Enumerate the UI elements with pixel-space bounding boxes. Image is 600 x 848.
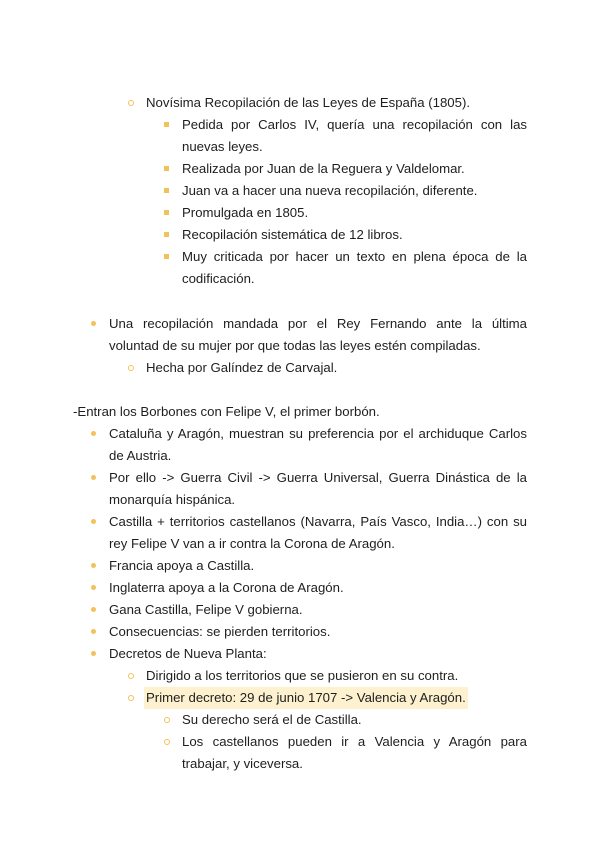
- list-item: Cataluña y Aragón, muestran su preferencia por el archiduque Carlos: [109, 426, 527, 441]
- circle-bullet-icon: [164, 739, 170, 745]
- list-item: Muy criticada por hacer un texto en plena época de la: [182, 249, 527, 264]
- list-item: Hecha por Galíndez de Carvajal.: [146, 360, 338, 375]
- circle-bullet-icon: [128, 365, 134, 371]
- square-bullet-icon: [164, 232, 169, 237]
- list-item-continuation: rey Felipe V van a ir contra la Corona de Aragón.: [109, 536, 395, 551]
- disc-bullet-icon: [91, 475, 96, 480]
- list-item: Castilla + territorios castellanos (Navarra, País Vasco, India…) con su: [109, 514, 527, 529]
- square-bullet-icon: [164, 188, 169, 193]
- square-bullet-icon: [164, 210, 169, 215]
- list-item: Consecuencias: se pierden territorios.: [109, 624, 331, 639]
- disc-bullet-icon: [91, 519, 96, 524]
- list-item: Los castellanos pueden ir a Valencia y Aragón para: [182, 734, 527, 749]
- list-item: Una recopilación mandada por el Rey Fernando ante la última: [109, 316, 527, 331]
- square-bullet-icon: [164, 254, 169, 259]
- disc-bullet-icon: [91, 563, 96, 568]
- circle-bullet-icon: [128, 673, 134, 679]
- list-item: Su derecho será el de Castilla.: [182, 712, 362, 727]
- list-item: Recopilación sistemática de 12 libros.: [182, 227, 403, 242]
- list-item: Decretos de Nueva Planta:: [109, 646, 267, 661]
- list-item: Promulgada en 1805.: [182, 205, 309, 220]
- list-item: Juan va a hacer una nueva recopilación, diferente.: [182, 183, 478, 198]
- list-item: Realizada por Juan de la Reguera y Valdelomar.: [182, 161, 465, 176]
- list-item: Inglaterra apoya a la Corona de Aragón.: [109, 580, 344, 595]
- square-bullet-icon: [164, 166, 169, 171]
- circle-bullet-icon: [128, 695, 134, 701]
- highlighted-list-item: Primer decreto: 29 de junio 1707 -> Valencia y Aragón.: [144, 687, 468, 709]
- list-item: Francia apoya a Castilla.: [109, 558, 255, 573]
- square-bullet-icon: [164, 122, 169, 127]
- list-item: Gana Castilla, Felipe V gobierna.: [109, 602, 303, 617]
- list-item: Dirigido a los territorios que se pusieron en su contra.: [146, 668, 459, 683]
- circle-bullet-icon: [164, 717, 170, 723]
- paragraph: -Entran los Borbones con Felipe V, el primer borbón.: [73, 404, 380, 419]
- disc-bullet-icon: [91, 431, 96, 436]
- list-item: Novísima Recopilación de las Leyes de España (1805).: [146, 95, 471, 110]
- list-item-continuation: codificación.: [182, 271, 255, 286]
- list-item: Pedida por Carlos IV, quería una recopilación con las: [182, 117, 527, 132]
- list-item-continuation: voluntad de su mujer por que todas las leyes estén compiladas.: [109, 338, 481, 353]
- disc-bullet-icon: [91, 585, 96, 590]
- list-item-continuation: monarquía hispánica.: [109, 492, 236, 507]
- disc-bullet-icon: [91, 607, 96, 612]
- circle-bullet-icon: [128, 100, 134, 106]
- disc-bullet-icon: [91, 321, 96, 326]
- list-item-continuation: trabajar, y viceversa.: [182, 756, 303, 771]
- disc-bullet-icon: [91, 651, 96, 656]
- disc-bullet-icon: [91, 629, 96, 634]
- list-item-continuation: de Austria.: [109, 448, 172, 463]
- list-item-continuation: nuevas leyes.: [182, 139, 263, 154]
- list-item: Por ello -> Guerra Civil -> Guerra Universal, Guerra Dinástica de la: [109, 470, 527, 485]
